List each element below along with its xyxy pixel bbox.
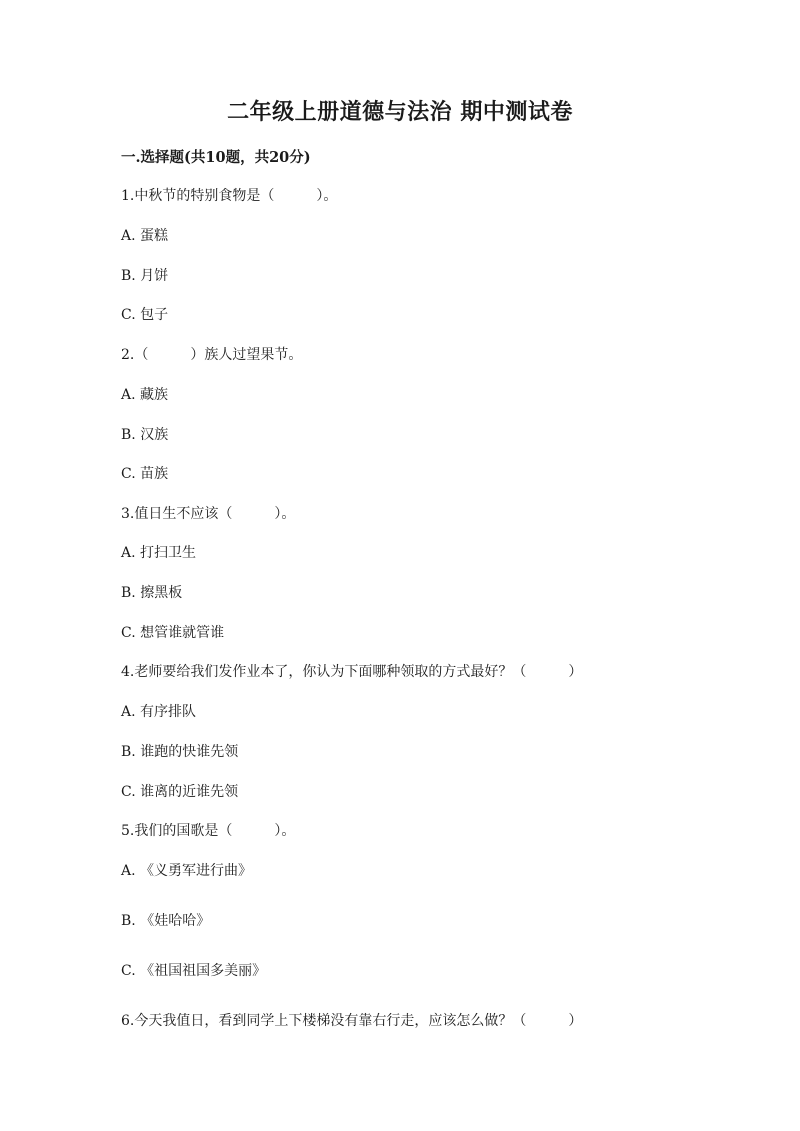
question-6-stem: 6.今天我值日，看到同学上下楼梯没有靠右行走，应该怎么做？（ ） — [121, 1013, 583, 1029]
question-2-option-a: A. 藏族 — [121, 387, 169, 403]
question-4-option-c: C. 谁离的近谁先领 — [121, 784, 239, 800]
question-1-option-b: B. 月饼 — [121, 268, 169, 284]
question-4-stem: 4.老师要给我们发作业本了，你认为下面哪种领取的方式最好？（ ） — [121, 664, 583, 680]
question-3-stem: 3.值日生不应该（ ）。 — [121, 506, 296, 522]
question-5-option-c: C. 《祖国祖国多美丽》 — [121, 963, 267, 979]
question-1-stem: 1.中秋节的特别食物是（ ）。 — [121, 188, 338, 204]
section-heading: 一.选择题(共10题，共20分) — [121, 149, 311, 166]
question-4-option-a: A. 有序排队 — [121, 704, 197, 720]
exam-title: 二年级上册道德与法治 期中测试卷 — [227, 99, 573, 125]
question-2-stem: 2.（ ）族人过望果节。 — [121, 347, 303, 363]
question-5-stem: 5.我们的国歌是（ ）。 — [121, 823, 296, 839]
question-3-option-c: C. 想管谁就管谁 — [121, 625, 225, 641]
question-2-option-c: C. 苗族 — [121, 466, 169, 482]
question-5-option-b: B. 《娃哈哈》 — [121, 913, 211, 929]
question-2-option-b: B. 汉族 — [121, 427, 169, 443]
question-1-option-a: A. 蛋糕 — [121, 228, 169, 244]
question-3-option-b: B. 擦黑板 — [121, 585, 183, 601]
question-3-option-a: A. 打扫卫生 — [121, 545, 197, 561]
question-1-option-c: C. 包子 — [121, 307, 169, 323]
question-4-option-b: B. 谁跑的快谁先领 — [121, 744, 239, 760]
question-5-option-a: A. 《义勇军进行曲》 — [121, 863, 253, 879]
